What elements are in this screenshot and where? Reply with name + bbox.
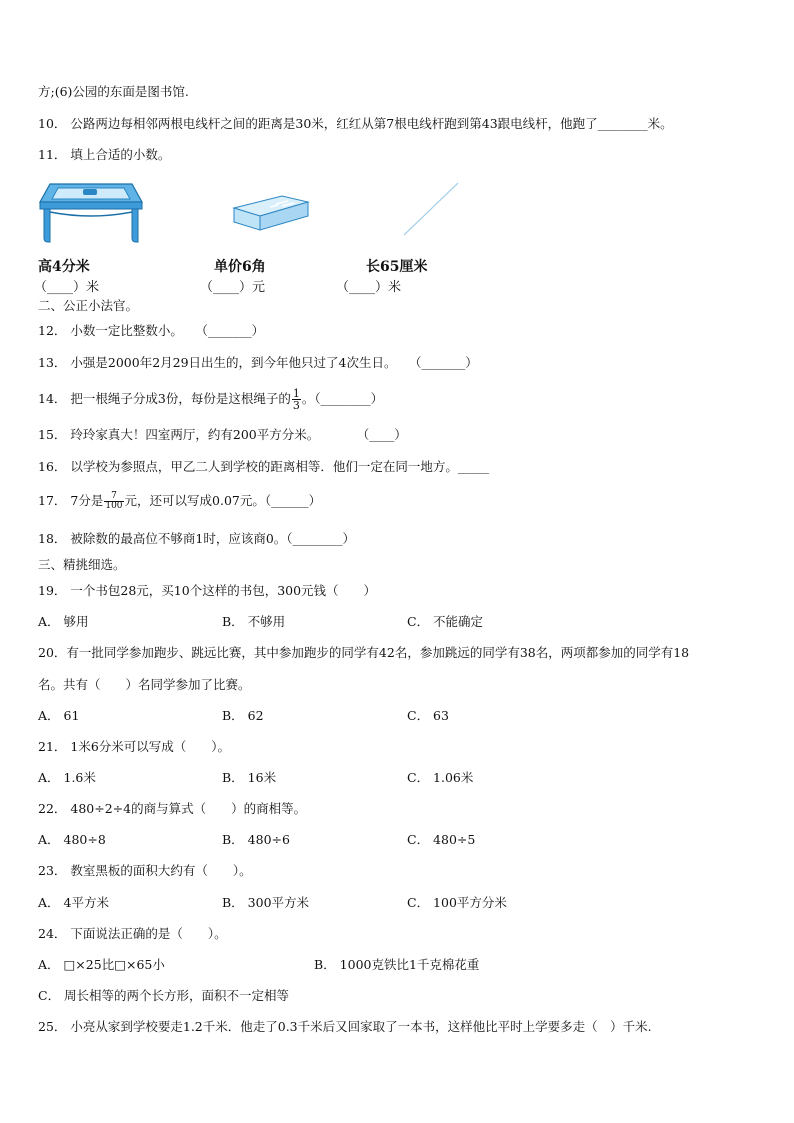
q14-text: 14． 把一根绳子分成3份，每份是这根绳子的 [38,391,291,406]
question-16: 16． 以学校为参照点，甲乙二人到学校的距离相等．他们一定在同一地方。_____ [38,459,490,474]
question-11: 11． 填上合适的小数。 [38,147,171,162]
question-19: 19． 一个书包28元，买10个这样的书包，300元钱（ ） [38,583,377,598]
q19-option-c: C． 不能确定 [407,614,484,629]
q24-option-c: C． 周长相等的两个长方形，面积不一定相等 [38,988,290,1003]
question-24: 24． 下面说法正确的是（ ）。 [38,926,227,941]
q17-answer: 元，还可以写成0.07元。（______） [124,493,322,508]
q21-option-c: C． 1.06米 [407,770,474,785]
question-15: 15． 玲玲家真大！四室两厅，约有200平方分米。 （____） [38,427,407,442]
question-14 [38,386,383,412]
continuation-line: 方;(6)公园的东面是图书馆. [38,84,189,99]
question-22: 22． 480÷2÷4的商与算式（ ）的商相等。 [38,801,307,816]
question-12: 12． 小数一定比整数小。 （_______） [38,323,265,338]
fraction-denominator: 100 [105,501,123,511]
q19-option-b: B． 不够用 [222,614,286,629]
question-17 [38,489,321,513]
q21-option-a: A． 1.6米 [38,770,96,785]
q24-option-a: A． □×25比□×65小 [38,957,165,972]
blank-price: （____）元 [200,280,266,295]
question-23: 23． 教室黑板的面积大约有（ ）。 [38,863,252,878]
q21-option-b: B． 16米 [222,770,277,785]
q20-option-a: A． 61 [38,708,80,723]
question-18: 18． 被除数的最高位不够商1时，应该商0。（________） [38,531,356,546]
fraction-seven-hundredths [104,492,123,511]
q23-option-b: B． 300平方米 [222,895,310,910]
blank-height: （____）米 [34,280,100,295]
q24-option-b: B． 1000克铁比1千克棉花重 [314,957,480,972]
line-segment-illustration [400,180,462,238]
q22-option-c: C． 480÷5 [407,832,476,847]
q23-option-a: A． 4平方米 [38,895,109,910]
q22-option-a: A． 480÷8 [38,832,106,847]
q20-option-b: B． 62 [222,708,264,723]
question-20-line-1: 20．有一批同学参加跑步、跳远比赛，其中参加跑步的同学有42名，参加跳远的同学有38名，两项都参加的同学有18 [38,645,690,660]
question-21: 21． 1米6分米可以写成（ ）。 [38,739,231,754]
caption-length: 长65厘米 [366,259,428,275]
question-20-line-2: 名。共有（ ）名同学参加了比赛。 [38,677,251,692]
fraction-one-third [292,388,301,411]
question-25: 25． 小亮从家到学校要走1.2千米．他走了0.3千米后又回家取了一本书，这样他比平时上学要多走（ ）千米. [38,1019,652,1034]
question-13: 13． 小强是2000年2月29日出生的，到今年他只过了4次生日。 （_______） [38,355,478,370]
q23-option-c: C． 100平方分米 [407,895,507,910]
blank-length: （____）米 [336,280,402,295]
q14-answer: 。（________） [301,391,384,406]
section-2-heading: 二、公正小法官。 [38,298,139,313]
fraction-numerator: 7 [104,492,123,502]
eraser-illustration [230,194,312,234]
fraction-numerator: 1 [292,387,300,400]
q20-option-c: C． 63 [407,708,449,723]
caption-height: 高4分米 [38,259,90,275]
question-10: 10． 公路两边每相邻两根电线杆之间的距离是30米，红红从第7根电线杆跑到第43跟电线杆，他跑了________米。 [38,116,673,131]
q19-option-a: A． 够用 [38,614,89,629]
q22-option-b: B． 480÷6 [222,832,290,847]
fraction-denominator: 3 [292,399,300,412]
section-3-heading: 三、精挑细选。 [38,557,126,572]
caption-price: 单价6角 [214,259,266,275]
table-illustration [36,180,144,246]
q17-text: 17． 7分是 [38,493,104,508]
